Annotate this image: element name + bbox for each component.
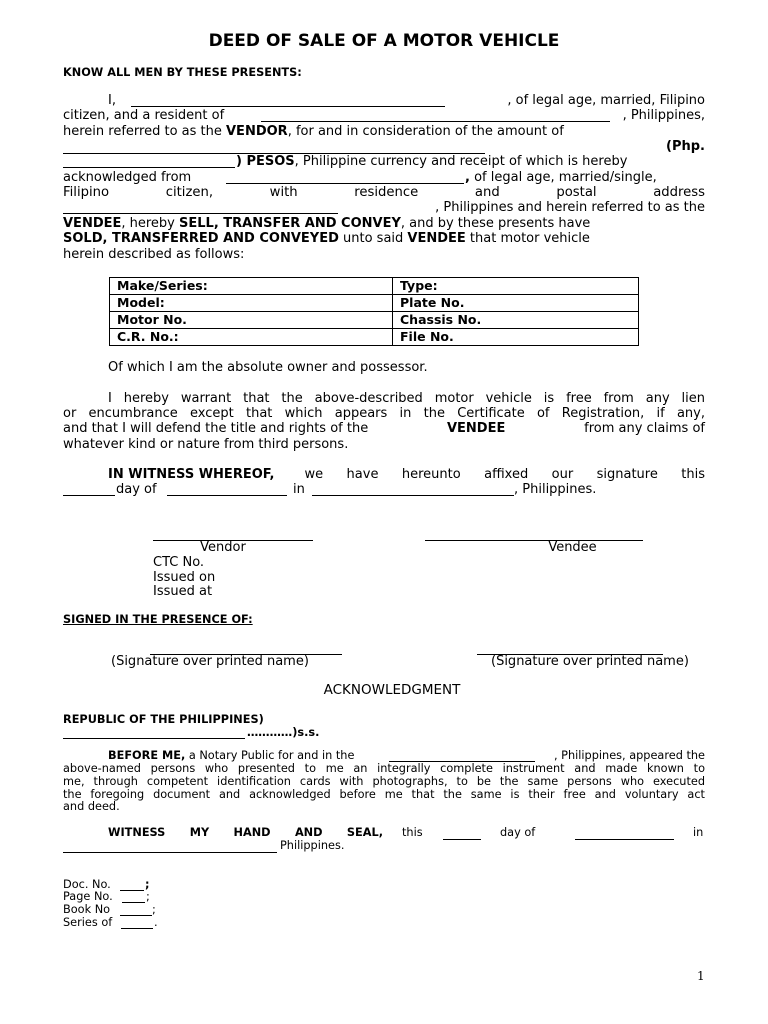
chassis-no-cell: Chassis No. [393, 312, 639, 329]
doc-no-blank-line [120, 890, 144, 891]
series-blank-line [121, 928, 153, 929]
text: that motor vehicle [465, 231, 590, 246]
para1-line5 [236, 154, 627, 169]
residence-blank-line [261, 121, 610, 122]
witness-hand-seal: WITNESS MY HAND AND SEAL, [108, 826, 383, 839]
series-label: Series of [63, 916, 113, 929]
sold-term: SOLD, TRANSFERRED AND CONVEYED [63, 231, 339, 246]
page-no-blank-line [122, 902, 145, 903]
para1-line3 [63, 124, 564, 139]
day-blank-line [63, 495, 115, 496]
para1-line2-end: , Philippines, [622, 108, 705, 123]
para1-line10 [63, 231, 590, 246]
vehicle-details-table [109, 277, 639, 346]
text: , and by these presents have [400, 216, 591, 231]
page-number: 1 [697, 969, 705, 983]
vendee-term: VENDEE [63, 216, 122, 231]
text: , hereby [121, 216, 175, 231]
ack-day-blank-line [443, 839, 481, 840]
witness-whereof-term: IN WITNESS WHEREOF, [108, 467, 275, 482]
page-no-end: ; [146, 890, 150, 903]
text: herein referred to as the [63, 124, 222, 139]
file-no-cell: File No. [393, 329, 639, 346]
text: , for and in consideration of the amount of [287, 124, 564, 139]
text: of legal age, married/single, [469, 170, 657, 185]
text: a Notary Public for and in the [185, 749, 355, 762]
witness2-caption: (Signature over printed name) [491, 654, 689, 669]
book-no-blank-line [120, 915, 152, 916]
witness-line1 [108, 467, 705, 482]
witness-day-of: day of [116, 482, 157, 497]
name-blank-line [131, 106, 445, 107]
para1-line11: herein described as follows: [63, 247, 245, 262]
warranty-line1: I hereby warrant that the above-described motor vehicle is free from any lien [108, 391, 705, 406]
table-row [110, 312, 639, 329]
witness1-caption: (Signature over printed name) [111, 654, 309, 669]
ack-line5: and deed. [63, 800, 120, 813]
issued-at-label: Issued at [153, 584, 213, 599]
page-title: DEED OF SALE OF A MOTOR VEHICLE [208, 31, 560, 51]
ack-in: in [693, 826, 704, 839]
table-row [110, 295, 639, 312]
para1-line6-end [465, 170, 657, 185]
acknowledgment-heading: ACKNOWLEDGMENT [323, 682, 461, 698]
ack-line2: above-named persons who presented to me an integrally complete instrument and made known to [63, 762, 705, 775]
place-blank-line [312, 495, 514, 496]
intro-heading: KNOW ALL MEN BY THESE PRESENTS: [63, 66, 302, 79]
before-me-line-end: , Philippines, appeared the [553, 749, 705, 762]
doc-no-label: Doc. No. [63, 878, 111, 891]
para1-line8-end: , Philippines and herein referred to as the [435, 200, 705, 215]
table-row [110, 329, 639, 346]
text: I, [108, 93, 116, 108]
city-blank-line [63, 738, 245, 739]
ack-day-of: day of [500, 826, 536, 839]
vendor-label: Vendor [200, 540, 246, 555]
text: , Philippine currency and receipt of which is hereby [294, 154, 628, 169]
ctc-no-label: CTC No. [153, 555, 205, 570]
text: we have hereunto affixed our signature this [304, 467, 705, 482]
buyer-blank-line [226, 183, 464, 184]
pesos-term: ) PESOS [236, 154, 295, 169]
ack-philippines: Philippines. [280, 839, 345, 852]
ack-line4: the foregoing document and acknowledged before me that the same is their free and voluntary act [63, 788, 705, 801]
para1-line2: citizen, and a resident of [63, 108, 225, 123]
ack-line3: me, through competent identification cards with photographs, to be the same persons who executed [63, 775, 705, 788]
book-no-end: ; [152, 903, 156, 916]
para1-line1-end: , of legal age, married, Filipino [507, 93, 705, 108]
text: , [465, 170, 470, 185]
ss-label: …………)s.s. [247, 726, 320, 739]
vendee-label: Vendee [548, 540, 597, 555]
amount-figure-blank-line [63, 167, 235, 168]
before-me-line [108, 750, 354, 763]
issued-on-label: Issued on [153, 570, 216, 585]
warranty-line4: whatever kind or nature from third persons. [63, 437, 349, 452]
month-blank-line [167, 495, 287, 496]
sell-term: SELL, TRANSFER AND CONVEY [179, 216, 401, 231]
motor-no-cell: Motor No. [110, 312, 393, 329]
warranty-line3 [63, 421, 705, 436]
vendee-term: VENDEE [407, 231, 466, 246]
witness-philippines: , Philippines. [514, 482, 597, 497]
republic-label: REPUBLIC OF THE PHILIPPINES) [63, 713, 264, 726]
ack-place-blank-line [63, 852, 277, 853]
para1-line7: Filipino citizen, with residence and postal address [63, 185, 705, 200]
address-blank-line [63, 213, 338, 214]
witness-in: in [293, 482, 305, 497]
make-series-cell: Make/Series: [110, 278, 393, 295]
vendee-term: VENDEE [446, 421, 506, 436]
table-row [110, 278, 639, 295]
series-end: . [154, 916, 158, 929]
para1-line6: acknowledged from [63, 170, 192, 185]
doc-no-end: ; [145, 878, 150, 891]
text: and that I will defend the title and rights of the [63, 421, 369, 436]
plate-no-cell: Plate No. [393, 295, 639, 312]
before-me-term: BEFORE ME, [108, 749, 186, 762]
para1-line1 [108, 93, 116, 108]
presence-heading: SIGNED IN THE PRESENCE OF: [63, 613, 253, 626]
vendor-term: VENDOR [226, 124, 288, 139]
cr-no-cell: C.R. No.: [110, 329, 393, 346]
page-no-label: Page No. [63, 890, 113, 903]
ack-month-blank-line [575, 839, 674, 840]
ack-this: this [402, 826, 423, 839]
model-cell: Model: [110, 295, 393, 312]
php-label: (Php. [666, 139, 705, 154]
text: from any claims of [584, 421, 705, 436]
para1-line9 [63, 216, 705, 231]
warranty-line2: or encumbrance except that which appears in the Certificate of Registration, if any, [63, 406, 705, 421]
type-cell: Type: [393, 278, 639, 295]
text: unto said [338, 231, 404, 246]
book-no-label: Book No [63, 903, 111, 916]
owner-statement: Of which I am the absolute owner and possessor. [108, 360, 428, 375]
